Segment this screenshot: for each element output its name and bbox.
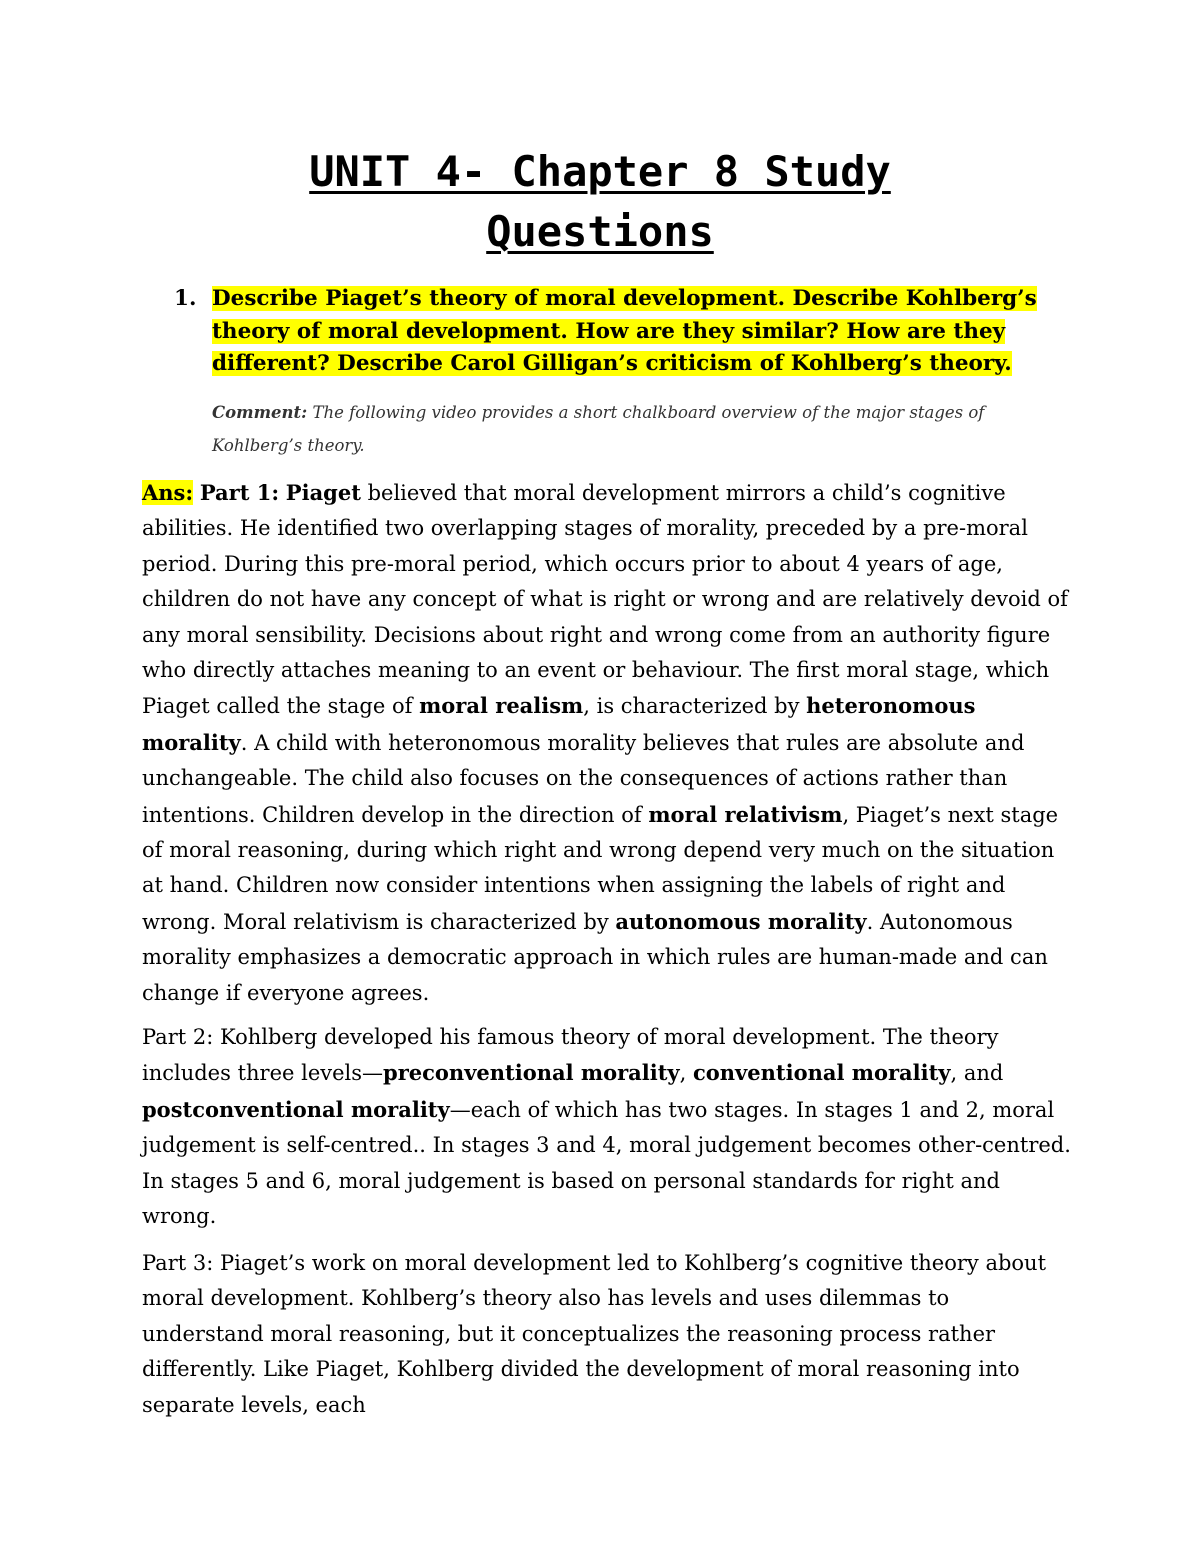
term-autonomous-morality: autonomous morality xyxy=(615,908,867,934)
answer-label: Ans: xyxy=(142,480,194,505)
term-moral-relativism: moral relativism xyxy=(648,801,843,827)
term-postconventional-morality: postconventional morality xyxy=(142,1096,450,1122)
term-conventional-morality: conventional morality xyxy=(693,1060,951,1086)
comment-label: Comment: xyxy=(212,403,308,422)
part-2-sep-1: , xyxy=(679,1061,693,1086)
comment xyxy=(212,396,1052,462)
part-1-label: Part 1: xyxy=(199,480,280,505)
term-preconventional-morality: preconventional morality xyxy=(383,1060,680,1086)
part-1-text-a: believed that moral development mirrors a child’s cognitive abilities. He identified two overlapping stages of morality, preceded by a pre-moral period. During this pre-moral period, which occurs prior to about 4 years of age, children do not have any concept of what is right or wrong and are relatively devoid of any moral sensibility. Decisions about right and wrong come from an authority figure who directly attaches meaning to an event or behaviour. The first moral stage, which Piaget called the stage of xyxy=(142,481,1068,719)
part-2-text-a: Part 2: Kohlberg developed his famous theory of moral development. The theory includes three levels— xyxy=(142,1025,999,1086)
part-1-text-c: . A child with heteronomous morality believes that rules are absolute and unchangeable. The child also focuses on the consequences of actions rather than intentions. Children develop in the direction of xyxy=(142,730,1025,827)
page-title: UNIT 4- Chapter 8 Study Questions xyxy=(309,147,891,256)
part-1-text-d: , Piaget’s next stage of moral reasoning, during which right and wrong depend very much on the situation at hand. Children now consider intentions when assigning the labels of right and wrong. Moral relativism is characterized by xyxy=(142,802,1059,934)
term-heteronomous-morality: heteronomous morality xyxy=(142,693,976,755)
question-text-wrap xyxy=(212,283,1054,381)
part-2-sep-2: , and xyxy=(950,1061,1004,1086)
part-1-text-e: . Autonomous morality emphasizes a democratic approach in which rules are human-made and can change if everyone agrees. xyxy=(142,909,1048,1005)
part-2-text-b: —each of which has two stages. In stages 1 and 2, moral judgement is self-centred.. In stages 3 and 4, moral judgement becomes other-centred. In stages 5 and 6, moral judgement is based on personal standards for right and wrong. xyxy=(142,1097,1071,1229)
comment-text: The following video provides a short chalkboard overview of the major stages of Kohlberg’s theory. xyxy=(212,403,985,455)
question-text: Describe Piaget’s theory of moral development. Describe Kohlberg’s theory of moral development. How are they similar? How are they different? Describe Carol Gilligan’s criticism of Kohlberg’s theory. xyxy=(212,286,1037,376)
term-piaget: Piaget xyxy=(285,480,361,505)
question-number: 1. xyxy=(174,286,197,311)
answer-part-3: Part 3: Piaget’s work on moral development led to Kohlberg’s cognitive theory about moral development. Kohlberg’s theory also has levels and uses dilemmas to understand moral reasoning, but it conceptualizes the reasoning process rather differently. Like Piaget, Kohlberg divided the development of moral reasoning into separate levels, each xyxy=(142,1251,1047,1417)
question-1 xyxy=(174,283,1054,381)
answer-part-1 xyxy=(142,475,1072,1011)
answer-part-2 xyxy=(142,1020,1072,1234)
term-moral-realism: moral realism xyxy=(419,693,584,719)
part-1-text-b: , is characterized by xyxy=(583,694,807,719)
